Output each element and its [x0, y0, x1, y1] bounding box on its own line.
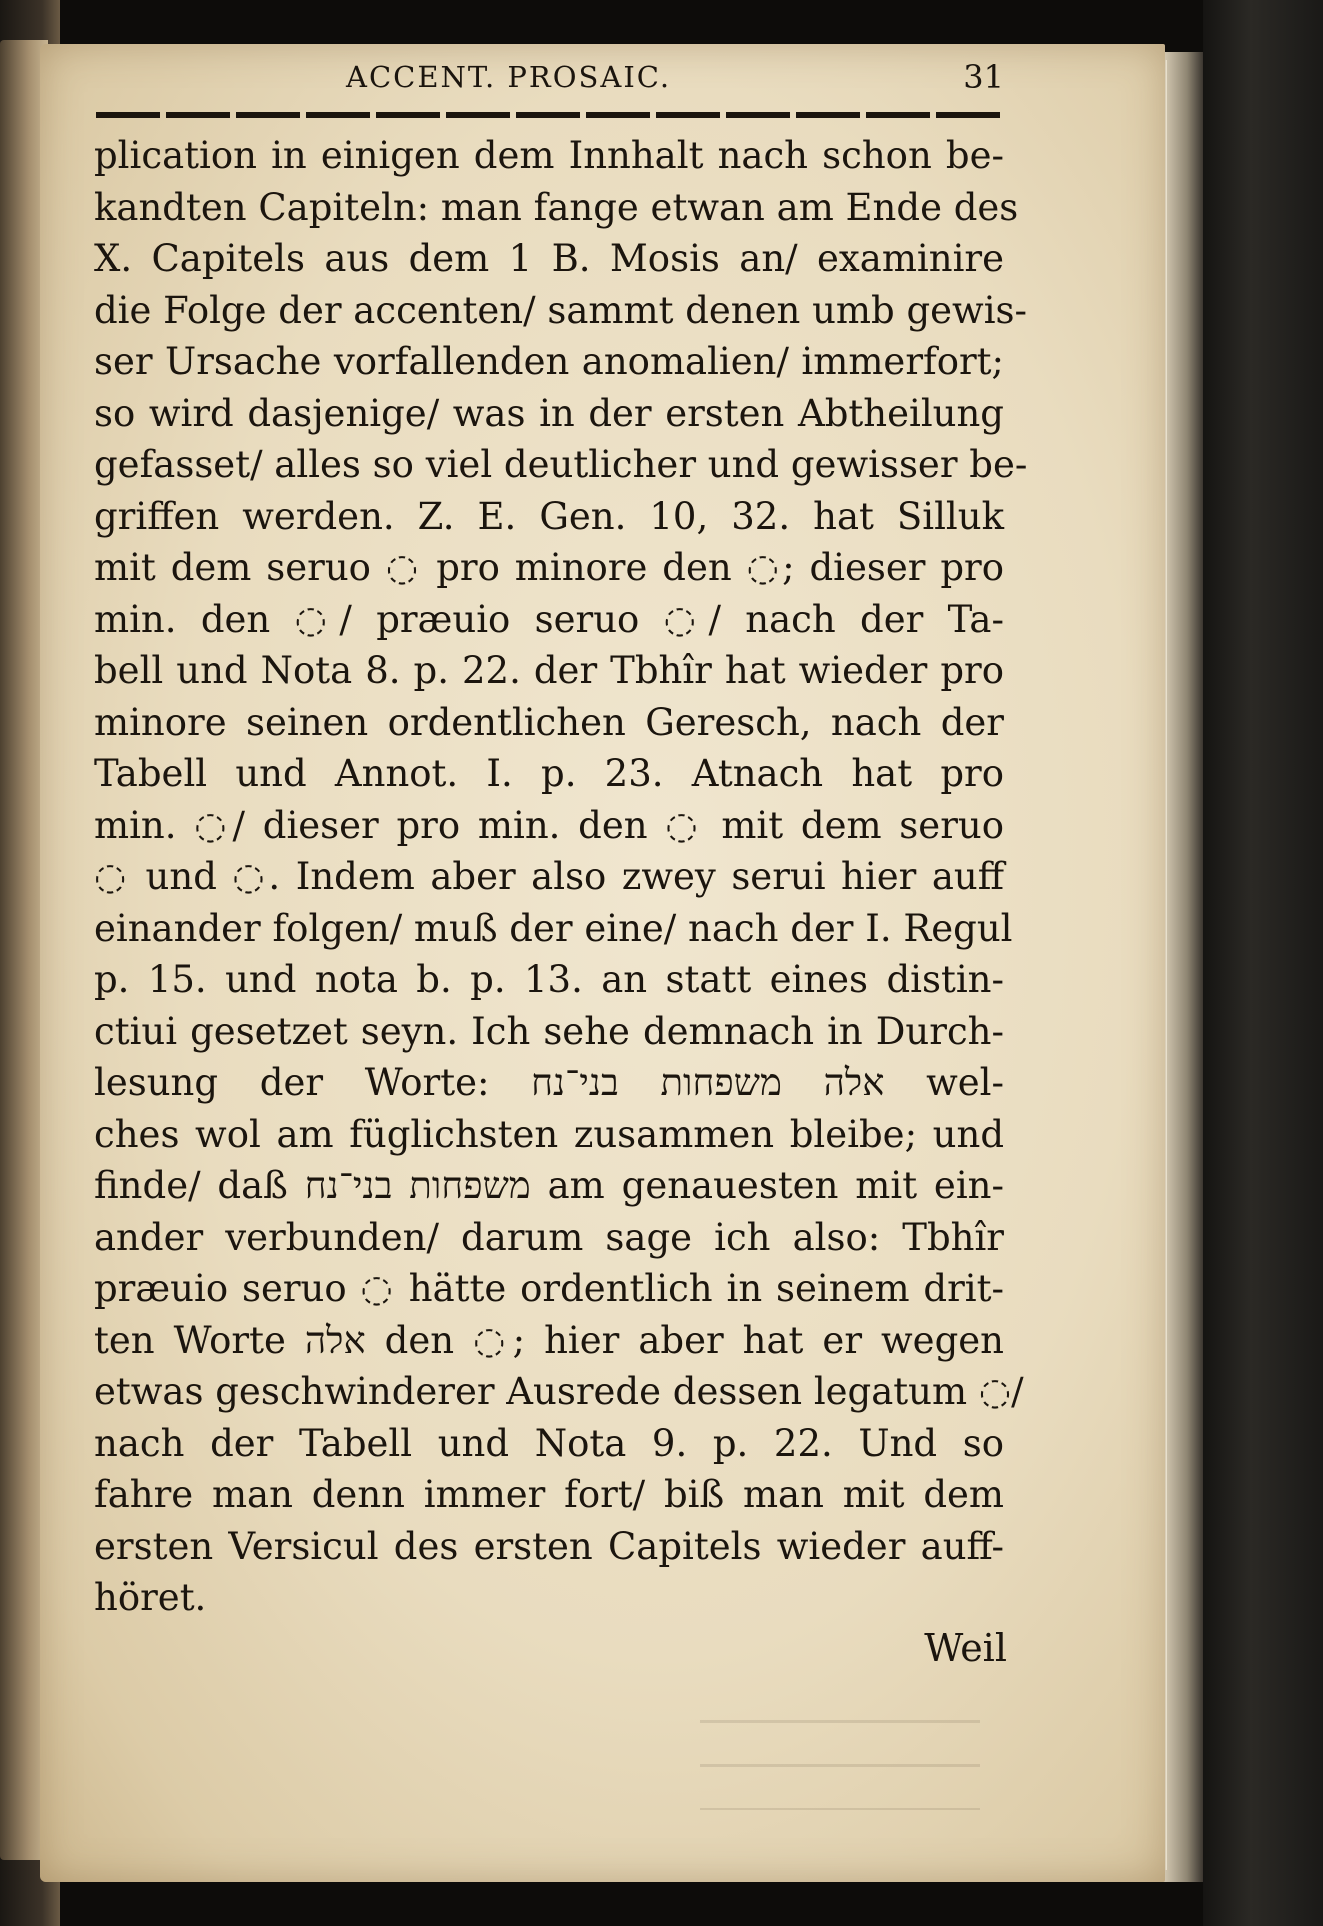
- text-line: einander folgen/ muß der eine/ nach der I. Regul: [94, 906, 1013, 950]
- text-line: so wird dasjenige/ was in der ersten Abtheilung: [94, 391, 1004, 435]
- text-line: minore seinen ordentlichen Geresch, nach der: [94, 700, 1004, 744]
- text-line: X. Capitels aus dem 1 B. Mosis an/ examinire: [94, 237, 1004, 280]
- running-title: ACCENT. PROSAIC.: [346, 60, 672, 94]
- page-header: [96, 56, 1004, 116]
- text-line: nach der Tabell und Nota 9. p. 22. Und so: [94, 1421, 1004, 1465]
- text-line: præuio seruo ◌ hätte ordentlich in seinem drit-: [94, 1267, 1004, 1310]
- text-line: ◌ und ◌. Indem aber also zwey serui hier auff: [94, 855, 1004, 898]
- text-line: ander verbunden/ darum sage ich also: Tbhîr: [94, 1215, 1004, 1259]
- text-line: ersten Versicul des ersten Capitels wieder auff-: [94, 1524, 1004, 1568]
- body-text: [94, 130, 1028, 1624]
- text-line: etwas geschwinderer Ausrede dessen legatum ◌/: [94, 1370, 1024, 1413]
- text-line: ser Ursache vorfallenden anomalien/ immerfort;: [94, 340, 1004, 383]
- text-line: ctiui gesetzet seyn. Ich sehe demnach in Durch-: [94, 1009, 1004, 1053]
- catchword: Weil: [924, 1626, 1007, 1670]
- show-through-text: [700, 1690, 980, 1810]
- text-line: griffen werden. Z. E. Gen. 10, 32. hat Silluk: [94, 494, 1004, 538]
- text-line: plication in einigen dem Innhalt nach schon be-: [94, 134, 1004, 177]
- text-line: lesung der Worte: אלה משפחות בני־נח wel-: [94, 1061, 1004, 1104]
- text-line: p. 15. und nota b. p. 13. an statt eines distin-: [94, 958, 1004, 1001]
- text-line: die Folge der accenten/ sammt denen umb gewis-: [94, 288, 1028, 332]
- text-line: fahre man denn immer fort/ biß man mit dem: [94, 1473, 1004, 1516]
- text-line: ten Worte אלה den ◌; hier aber hat er wegen: [94, 1318, 1004, 1362]
- text-line: gefasset/ alles so viel deutlicher und gewisser be-: [94, 443, 1028, 486]
- text-line: min. den ◌/ præuio seruo ◌/ nach der Ta-: [94, 597, 1004, 641]
- text-line: Tabell und Annot. I. p. 23. Atnach hat pro: [94, 752, 1004, 795]
- text-line: finde/ daß משפחות בני־נח am genauesten mit ein-: [94, 1164, 1004, 1207]
- header-rule: [96, 112, 1004, 118]
- text-line: mit dem seruo ◌ pro minore den ◌; dieser pro: [94, 546, 1004, 589]
- text-line: min. ◌/ dieser pro min. den ◌ mit dem seruo: [94, 803, 1004, 847]
- text-line: ches wol am füglichsten zusammen bleibe; und: [94, 1112, 1004, 1156]
- text-line: kandten Capiteln: man fange etwan am Ende des: [94, 185, 1019, 229]
- text-line: bell und Nota 8. p. 22. der Tbhîr hat wieder pro: [94, 649, 1004, 692]
- page-number: 31: [963, 58, 1004, 96]
- fore-edge: [1163, 52, 1203, 1882]
- book-cover-right: [1203, 0, 1323, 1926]
- text-line: höret.: [94, 1576, 207, 1619]
